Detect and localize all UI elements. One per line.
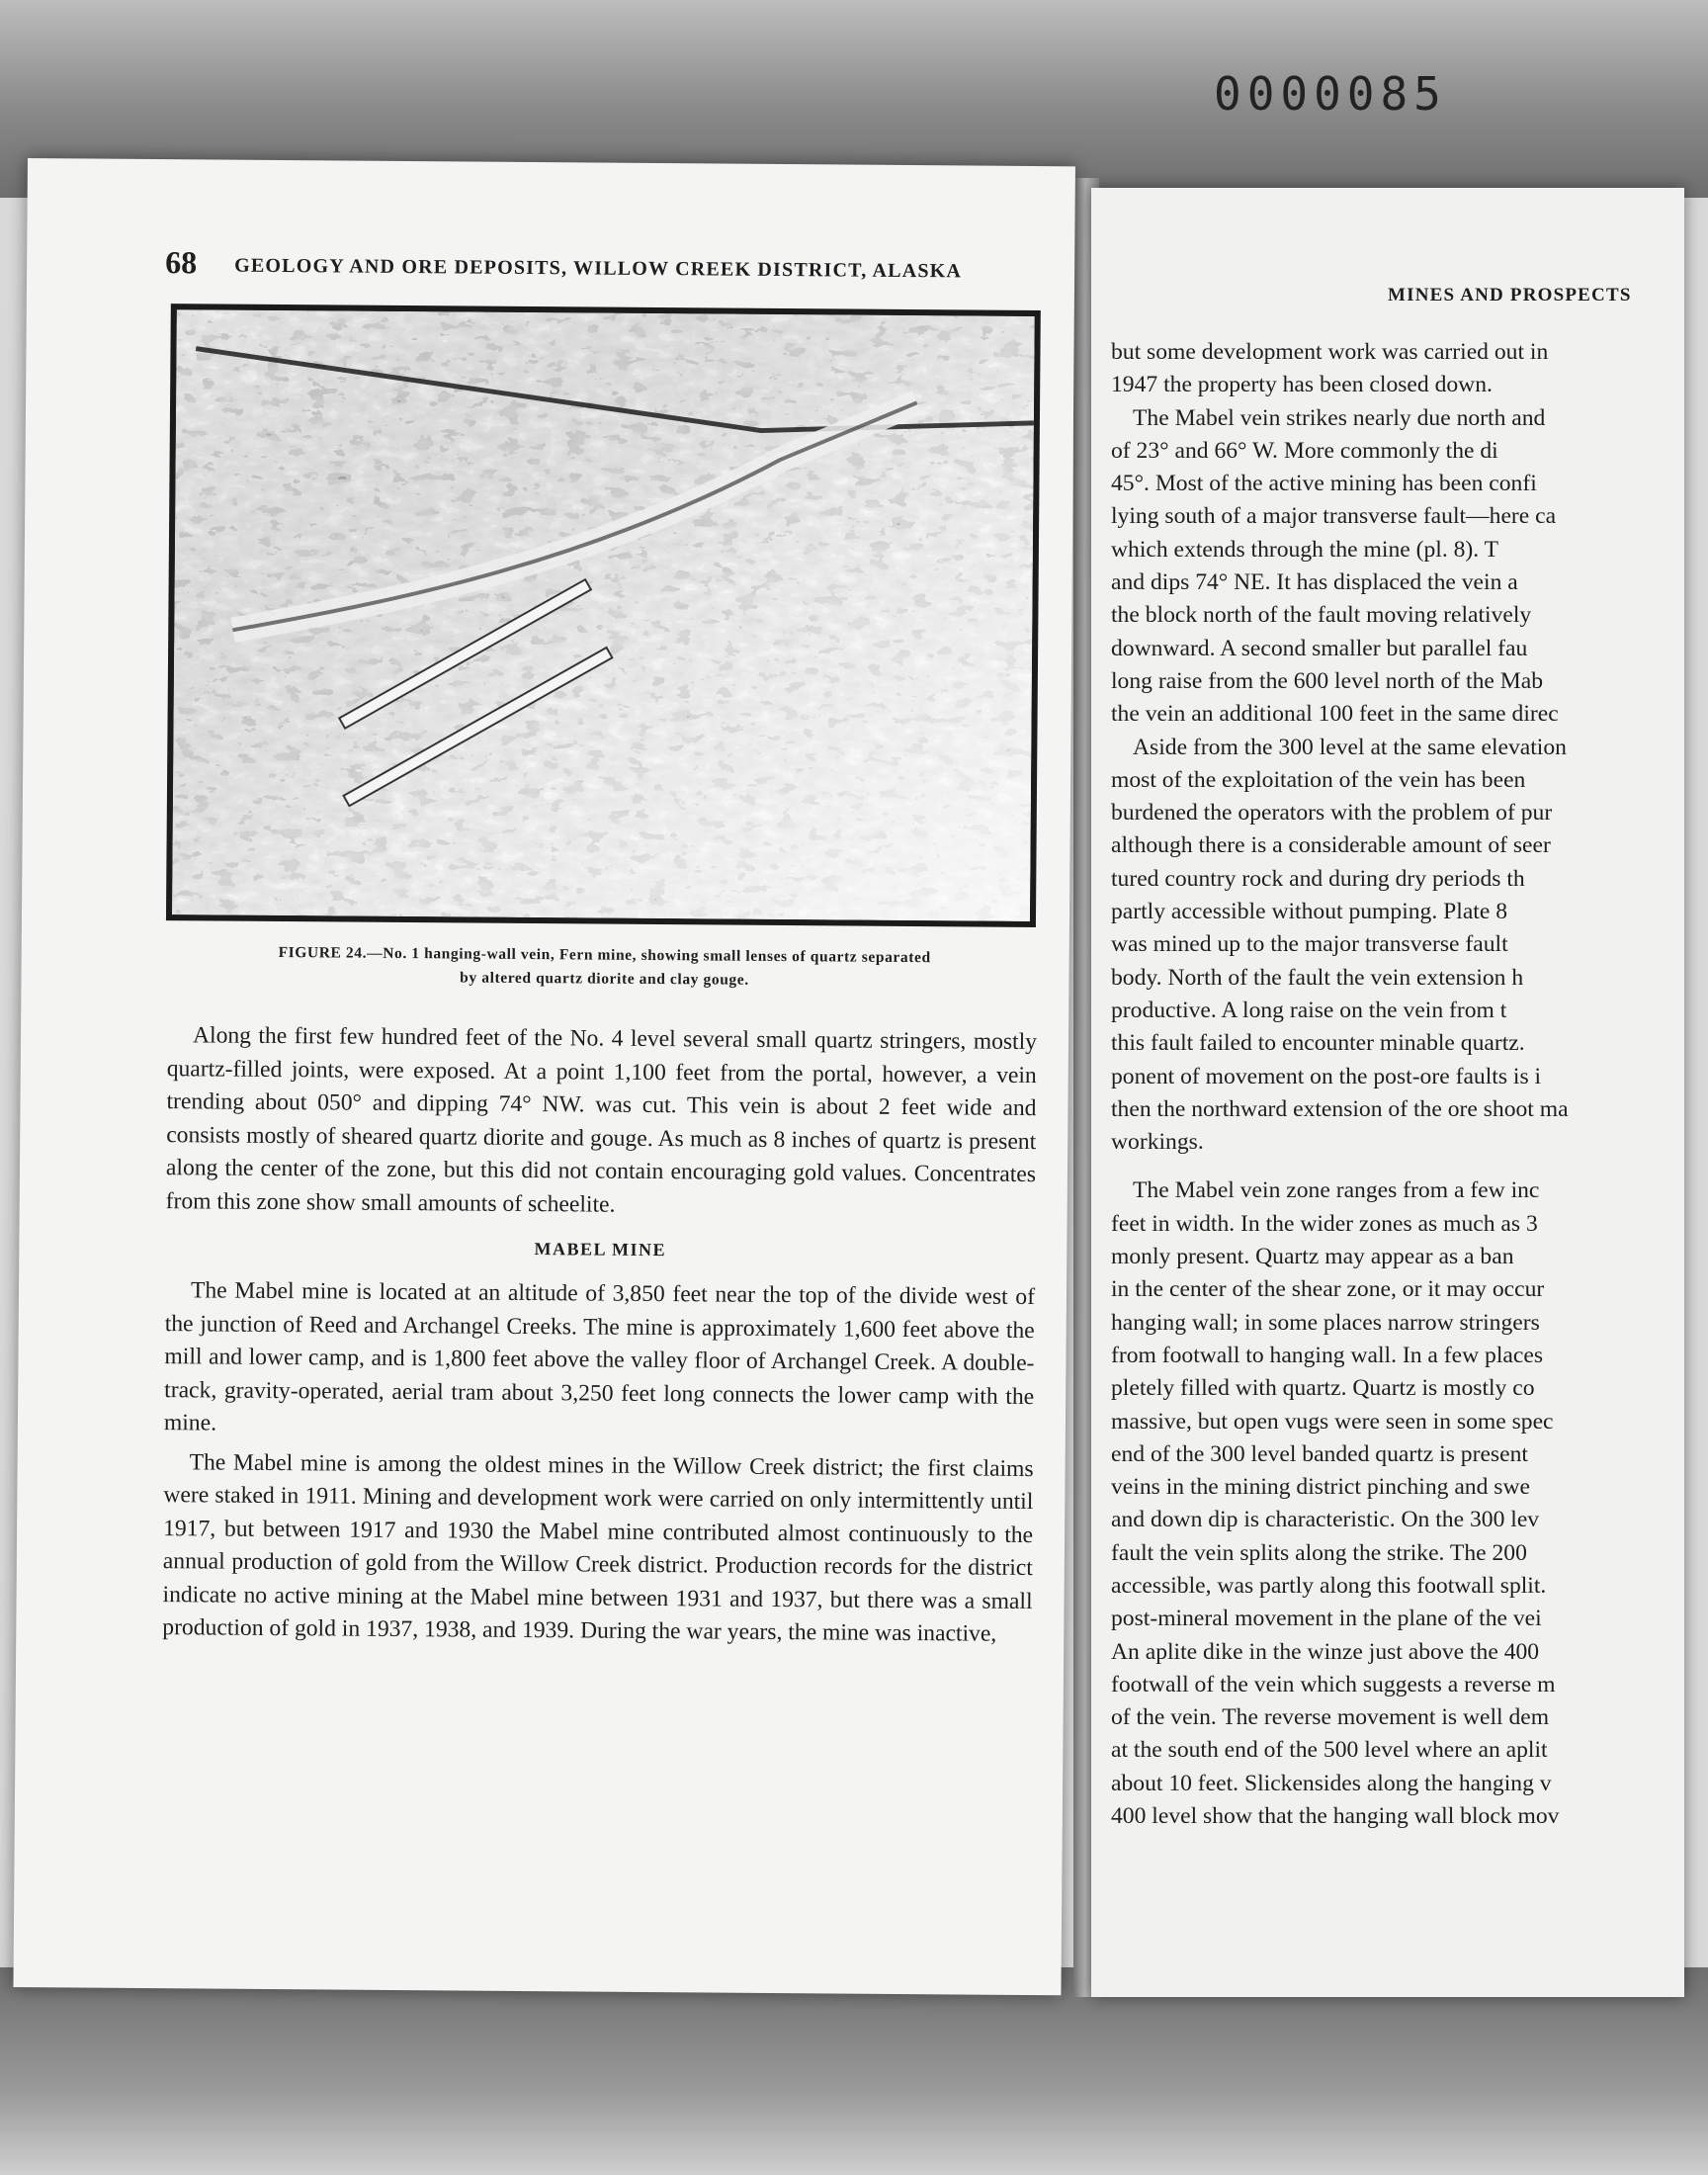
- running-title: GEOLOGY AND ORE DEPOSITS, WILLOW CREEK DISTRICT, ALASKA: [234, 254, 963, 283]
- text-line: 400 level show that the hanging wall block mov: [1111, 1803, 1560, 1830]
- right-body-text: [1111, 336, 1684, 1833]
- section-heading-mabel-mine: MABEL MINE: [534, 1239, 667, 1261]
- scan-border-bottom: [0, 1967, 1708, 2175]
- text-line: An aplite dike in the winze just above the 400: [1111, 1638, 1540, 1665]
- text-line: the block north of the fault moving relatively: [1111, 602, 1532, 629]
- text-line: hanging wall; in some places narrow stringers: [1111, 1309, 1540, 1336]
- text-line: ponent of movement on the post-ore faults is i: [1111, 1063, 1542, 1089]
- text-line: about 10 feet. Slickensides along the hanging v: [1111, 1770, 1552, 1796]
- figure-caption: [169, 940, 1039, 995]
- text-line: from footwall to hanging wall. In a few places: [1111, 1342, 1544, 1368]
- text-line: was mined up to the major transverse fault: [1111, 931, 1508, 958]
- text-line: body. North of the fault the vein extension h: [1111, 964, 1524, 991]
- text-line: fault the vein splits along the strike. The 200: [1111, 1539, 1527, 1566]
- text-line: at the south end of the 500 level where an aplit: [1111, 1737, 1548, 1764]
- text-line: Aside from the 300 level at the same elevation: [1133, 734, 1567, 760]
- text-line: then the northward extension of the ore shoot ma: [1111, 1095, 1569, 1122]
- text-line: partly accessible without pumping. Plate 8: [1111, 899, 1508, 925]
- right-page: [1091, 188, 1684, 1997]
- caption-line-1: FIGURE 24.—No. 1 hanging-wall vein, Fern mine, showing small lenses of quartz separated: [278, 944, 931, 967]
- page-number: 68: [165, 244, 198, 281]
- text-line: but some development work was carried out in: [1111, 339, 1549, 365]
- text-line: tured country rock and during dry periods th: [1111, 865, 1525, 892]
- text-line: productive. A long raise on the vein from t: [1111, 997, 1507, 1023]
- caption-line-2: by altered quartz diorite and clay gouge.: [460, 969, 749, 989]
- text-line: post-mineral movement in the plane of the vei: [1111, 1606, 1542, 1632]
- scan-id-stamp: 0000085: [1214, 67, 1447, 121]
- text-line: burdened the operators with the problem of pur: [1111, 800, 1553, 826]
- text-line: long raise from the 600 level north of the Mab: [1111, 667, 1544, 694]
- text-line: which extends through the mine (pl. 8). T: [1111, 536, 1499, 563]
- text-line: this fault failed to encounter minable quartz.: [1111, 1030, 1525, 1057]
- text-line: of the vein. The reverse movement is well dem: [1111, 1704, 1550, 1731]
- text-line: of 23° and 66° W. More commonly the di: [1111, 437, 1498, 464]
- text-line: The Mabel vein strikes nearly due north and: [1133, 404, 1546, 431]
- text-line: workings.: [1111, 1129, 1204, 1156]
- text-line: accessible, was partly along this footwall split.: [1111, 1572, 1547, 1599]
- text-line: end of the 300 level banded quartz is present: [1111, 1440, 1528, 1467]
- figure-24-photo: [166, 304, 1041, 927]
- paragraph-mabel-history: The Mabel mine is among the oldest mines in the Willow Creek district; the first claims were staked in 1911. Mining and development work were carried on only intermittently until 1917, but between 1917 and 1930 the Mabel mine contributed almost continuously to the annual production of gold from the Willow Creek district. Production records for the district indicate no active mining at the Mabel mine between 1931 and 1937, but there was a small production of gold in 1937, 1938, and 1939. During the war years, the mine was inactive,: [162, 1448, 1034, 1647]
- text-line: although there is a considerable amount of seer: [1111, 832, 1551, 859]
- paragraph-mabel-location: The Mabel mine is located at an altitude of 3,850 feet near the top of the divide west of the junction of Reed and Archangel Creeks. The mine is approximately 1,600 feet above the mill and lower camp, and is 1,800 feet above the valley floor of Archangel Creek. A double-track, gravity-operated, aerial tram about 3,250 feet long connects the lower camp with the mine.: [163, 1277, 1036, 1436]
- text-line: monly present. Quartz may appear as a ban: [1111, 1244, 1514, 1270]
- text-line: feet in width. In the wider zones as much as 3: [1111, 1210, 1538, 1237]
- paragraph-no4-level: Along the first few hundred feet of the No. 4 level several small quartz stringers, mostly quartz-filled joints, were exposed. At a point 1,100 feet from the portal, however, a vein trending about 050° and dipping 74° NW. was cut. This vein is about 2 feet wide and consists mostly of sheared quartz diorite and gouge. As much as 8 inches of quartz is present along the center of the zone, but this did not contain encouraging gold values. Concentrates from this zone show small amounts of scheelite.: [165, 1022, 1038, 1218]
- text-line: in the center of the shear zone, or it may occur: [1111, 1276, 1545, 1303]
- text-line: footwall of the vein which suggests a reverse m: [1111, 1671, 1556, 1697]
- text-line: downward. A second smaller but parallel fau: [1111, 635, 1528, 661]
- text-line: 45°. Most of the active mining has been confi: [1111, 471, 1537, 497]
- text-line: pletely filled with quartz. Quartz is mostly co: [1111, 1375, 1535, 1402]
- left-body-text: [162, 1019, 1037, 1651]
- rock-photo-image: [172, 309, 1035, 921]
- text-line: and down dip is characteristic. On the 300 lev: [1111, 1507, 1540, 1533]
- running-head: [165, 244, 1074, 295]
- right-running-title: MINES AND PROSPECTS: [1388, 285, 1632, 305]
- text-line: lying south of a major transverse fault—here ca: [1111, 503, 1557, 530]
- text-line: veins in the mining district pinching and swe: [1111, 1474, 1530, 1501]
- text-line: most of the exploitation of the vein has been: [1111, 766, 1526, 793]
- text-line: 1947 the property has been closed down.: [1111, 372, 1493, 398]
- left-page: [13, 158, 1074, 1995]
- text-line: the vein an additional 100 feet in the same direc: [1111, 701, 1559, 728]
- text-line: massive, but open vugs were seen in some spec: [1111, 1408, 1554, 1435]
- text-line: The Mabel vein zone ranges from a few inc: [1133, 1177, 1540, 1204]
- text-line: and dips 74° NE. It has displaced the vein a: [1111, 569, 1518, 596]
